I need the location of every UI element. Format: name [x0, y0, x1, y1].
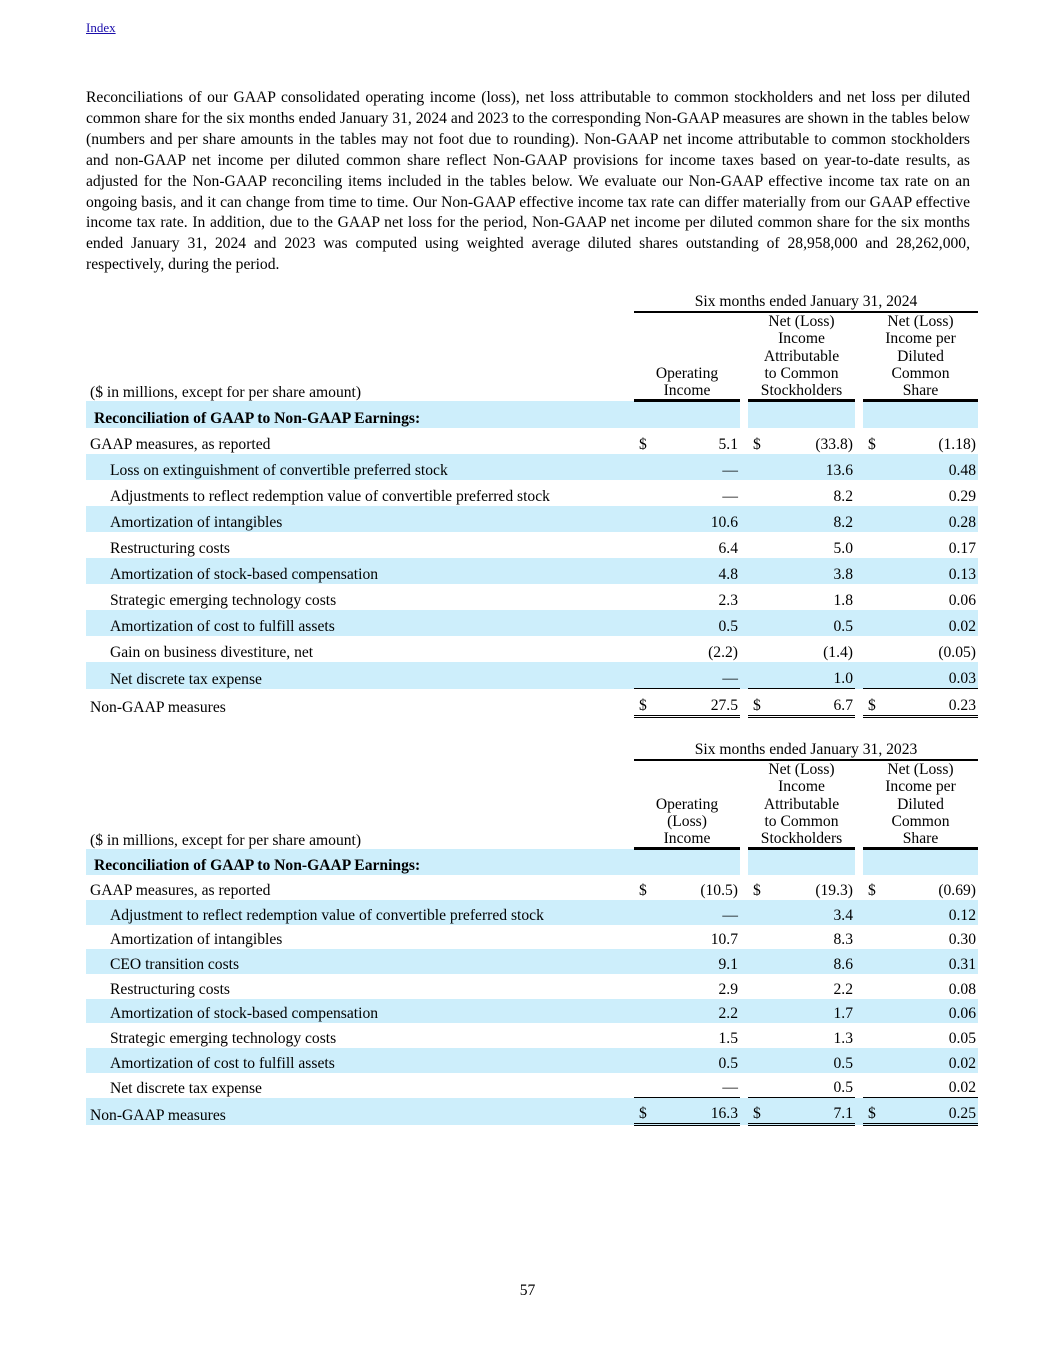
- value-per-share: 0.17: [948, 540, 976, 558]
- value-operating-income: 27.5: [654, 689, 740, 717]
- value-per-share: (1.18): [938, 436, 976, 454]
- row-label: Amortization of intangibles: [86, 506, 634, 532]
- value-per-share: (0.69): [938, 881, 976, 899]
- period-header: Six months ended January 31, 2023: [634, 737, 978, 760]
- value-net-income: (19.3): [815, 881, 853, 899]
- table-row: [86, 506, 978, 532]
- column-header-line: Net (Loss): [768, 313, 835, 330]
- value-per-share: 0.31: [883, 949, 978, 974]
- table-row: [86, 558, 978, 584]
- row-label: Strategic emerging technology costs: [110, 592, 337, 610]
- section-heading: Reconciliation of GAAP to Non-GAAP Earnings:: [86, 849, 634, 875]
- value-net-income: 1.7: [768, 999, 855, 1024]
- section-heading: Reconciliation of GAAP to Non-GAAP Earnings:: [86, 401, 634, 429]
- value-per-share: 0.05: [948, 1029, 976, 1047]
- non-gaap-total-row: [86, 689, 978, 717]
- column-header-line: Share: [902, 382, 939, 400]
- value-operating-income: —: [654, 662, 740, 689]
- value-per-share: 0.06: [948, 592, 976, 610]
- column-header-line: (Loss): [667, 812, 707, 830]
- currency-symbol: $: [639, 881, 647, 899]
- value-net-income: 3.4: [768, 900, 855, 925]
- currency-symbol: $: [868, 436, 876, 454]
- column-header-line: Stockholders: [760, 382, 843, 400]
- currency-symbol: $: [748, 689, 768, 717]
- currency-symbol: $: [634, 1098, 654, 1125]
- column-header-line: Net (Loss): [887, 761, 954, 778]
- table-row: [86, 662, 978, 689]
- column-header-line: Common: [891, 364, 950, 382]
- table-row: [86, 1048, 978, 1073]
- value-net-income: 8.3: [833, 931, 853, 949]
- value-net-income: 2.2: [833, 980, 853, 998]
- column-header-line: Share: [902, 830, 939, 848]
- column-header-line: to Common: [764, 364, 839, 382]
- row-label: Loss on extinguishment of convertible preferred stock: [86, 454, 634, 480]
- units-label: ($ in millions, except for per share amount): [90, 383, 362, 401]
- value-net-income: 1.3: [833, 1029, 853, 1047]
- value-operating-income: —: [722, 488, 738, 506]
- value-per-share: 0.02: [883, 610, 978, 636]
- value-operating-income: 0.5: [654, 610, 740, 636]
- column-header-line: Income: [778, 330, 825, 348]
- currency-symbol: $: [753, 436, 761, 454]
- value-operating-income: (10.5): [700, 881, 738, 899]
- row-label: Amortization of cost to fulfill assets: [86, 1048, 634, 1073]
- value-per-share: 0.12: [883, 900, 978, 925]
- row-label: Adjustments to reflect redemption value of convertible preferred stock: [110, 488, 550, 506]
- value-per-share: 0.25: [883, 1098, 978, 1125]
- table-row: [86, 610, 978, 636]
- value-operating-income: 2.3: [718, 592, 738, 610]
- row-label: Net discrete tax expense: [86, 662, 634, 689]
- value-net-income: 6.7: [768, 689, 855, 717]
- value-operating-income: 5.1: [718, 436, 738, 454]
- column-header-line: Income per: [885, 778, 956, 796]
- page-number: 57: [519, 1282, 536, 1299]
- currency-symbol: $: [639, 436, 647, 454]
- table-row: [86, 636, 978, 662]
- value-per-share: 0.02: [948, 1079, 976, 1097]
- non-gaap-total-row: [86, 1098, 978, 1125]
- row-label: Net discrete tax expense: [110, 1079, 262, 1097]
- value-net-income: (33.8): [815, 436, 853, 454]
- value-operating-income: 0.5: [654, 1048, 740, 1073]
- value-net-income: 0.5: [768, 610, 855, 636]
- value-per-share: 0.28: [883, 506, 978, 532]
- column-header-line: Operating: [655, 795, 719, 813]
- row-label: GAAP measures, as reported: [90, 436, 271, 454]
- value-operating-income: 6.4: [718, 540, 738, 558]
- table-row: [86, 1023, 978, 1048]
- value-net-income: 5.0: [833, 540, 853, 558]
- reconciliation-table-2023: [86, 737, 978, 1126]
- value-operating-income: —: [654, 900, 740, 925]
- value-per-share: 0.30: [948, 931, 976, 949]
- value-net-income: 8.6: [768, 949, 855, 974]
- table-row: [86, 999, 978, 1024]
- table-row: [86, 900, 978, 925]
- column-header-line: Common: [891, 812, 950, 830]
- value-net-income: 8.2: [768, 506, 855, 532]
- column-header-line: Income: [663, 830, 711, 848]
- table-row: [86, 532, 978, 558]
- row-label: Amortization of stock-based compensation: [86, 999, 634, 1024]
- value-operating-income: (2.2): [708, 644, 738, 662]
- row-label: CEO transition costs: [86, 949, 634, 974]
- value-operating-income: —: [722, 1079, 738, 1097]
- index-link[interactable]: Index: [86, 20, 116, 35]
- value-operating-income: 10.6: [654, 506, 740, 532]
- table-row: [86, 584, 978, 610]
- row-label: Non-GAAP measures: [86, 1098, 634, 1125]
- units-label: ($ in millions, except for per share amount): [90, 831, 362, 849]
- table-row: [86, 925, 978, 950]
- currency-symbol: $: [863, 1098, 883, 1125]
- column-header-net-income: [748, 312, 855, 401]
- currency-symbol: $: [753, 881, 761, 899]
- row-label: Strategic emerging technology costs: [110, 1029, 337, 1047]
- column-header-line: Diluted: [897, 347, 944, 365]
- value-operating-income: 10.7: [710, 931, 738, 949]
- value-net-income: 0.5: [768, 1048, 855, 1073]
- value-operating-income: —: [654, 454, 740, 480]
- column-header-net-income: [748, 760, 855, 849]
- value-per-share: 0.02: [883, 1048, 978, 1073]
- value-per-share: 0.48: [883, 454, 978, 480]
- row-label: Amortization of stock-based compensation: [86, 558, 634, 584]
- value-operating-income: 1.5: [718, 1029, 738, 1047]
- column-header-operating-income: [634, 312, 740, 401]
- column-header-operating-income: [634, 760, 740, 849]
- column-header-line: Attributable: [763, 347, 840, 365]
- value-net-income: 8.2: [833, 488, 853, 506]
- column-header-line: Income: [778, 778, 825, 796]
- value-net-income: 13.6: [768, 454, 855, 480]
- value-per-share: 0.13: [883, 558, 978, 584]
- value-per-share: 0.08: [948, 980, 976, 998]
- value-net-income: 7.1: [768, 1098, 855, 1125]
- column-header-line: Operating: [655, 364, 719, 382]
- value-operating-income: 2.9: [718, 980, 738, 998]
- value-per-share: 0.29: [948, 488, 976, 506]
- table-row: [86, 480, 978, 506]
- row-label: Amortization of cost to fulfill assets: [86, 610, 634, 636]
- reconciliation-table-2024: [86, 289, 978, 718]
- table-row: [86, 1073, 978, 1098]
- value-net-income: 3.8: [768, 558, 855, 584]
- row-label: Non-GAAP measures: [90, 698, 226, 716]
- value-net-income: (1.4): [823, 644, 853, 662]
- value-per-share: 0.06: [883, 999, 978, 1024]
- row-label: Adjustment to reflect redemption value of convertible preferred stock: [86, 900, 634, 925]
- intro-paragraph: Reconciliations of our GAAP consolidated operating income (loss), net loss attributable to common stockholders and net loss per diluted common share for the six months ended January 31, 2024 and 2023 to the corresponding Non-GAAP measures are shown in the tables below (numbers and per share amounts in the tables may not foot due to rounding). Non-GAAP net income attributable to common stockholders and non-GAAP net income per diluted common share reflect Non-GAAP provisions for income taxes based on year-to-date results, as adjusted for the Non-GAAP reconciling items included in the tables below. We evaluate our Non-GAAP effective income tax rate on an ongoing basis, and it can change from time to time. Our Non-GAAP effective income tax rate can differ materially from our GAAP effective income tax rate. In addition, due to the GAAP net loss for the period, Non-GAAP net income per diluted common share for the six months ended January 31, 2024 and 2023 was computed using weighted average diluted shares outstanding of 28,958,000 and 28,262,000, respectively, during the period.: [86, 89, 970, 274]
- row-label: GAAP measures, as reported: [90, 881, 271, 899]
- row-label: Restructuring costs: [110, 980, 230, 998]
- value-operating-income: 4.8: [654, 558, 740, 584]
- row-label: Restructuring costs: [110, 540, 230, 558]
- column-header-line: Net (Loss): [768, 761, 835, 778]
- currency-symbol: $: [868, 881, 876, 899]
- table-row: [86, 454, 978, 480]
- gaap-row: [86, 875, 978, 900]
- value-operating-income: 9.1: [654, 949, 740, 974]
- gaap-row: [86, 428, 978, 454]
- period-header: Six months ended January 31, 2024: [634, 289, 978, 312]
- value-net-income: 0.5: [833, 1079, 853, 1097]
- value-net-income: 1.0: [768, 662, 855, 689]
- value-per-share: 0.23: [883, 689, 978, 717]
- value-operating-income: 2.2: [654, 999, 740, 1024]
- currency-symbol: $: [863, 689, 883, 717]
- currency-symbol: $: [634, 689, 654, 717]
- column-header-line: to Common: [764, 812, 839, 830]
- column-header-per-share: [863, 312, 978, 401]
- row-label: Amortization of intangibles: [110, 931, 283, 949]
- value-operating-income: 16.3: [654, 1098, 740, 1125]
- column-header-per-share: [863, 760, 978, 849]
- value-per-share: (0.05): [938, 644, 976, 662]
- column-header-line: Stockholders: [760, 830, 843, 848]
- row-label: Gain on business divestiture, net: [110, 644, 314, 662]
- column-header-line: Diluted: [897, 795, 944, 813]
- column-header-line: Net (Loss): [887, 313, 954, 330]
- currency-symbol: $: [748, 1098, 768, 1125]
- column-header-line: Income: [663, 382, 711, 400]
- table-row: [86, 974, 978, 999]
- table-row: [86, 949, 978, 974]
- column-header-line: Income per: [885, 330, 956, 348]
- value-net-income: 1.8: [833, 592, 853, 610]
- column-header-line: Attributable: [763, 795, 840, 813]
- value-per-share: 0.03: [883, 662, 978, 689]
